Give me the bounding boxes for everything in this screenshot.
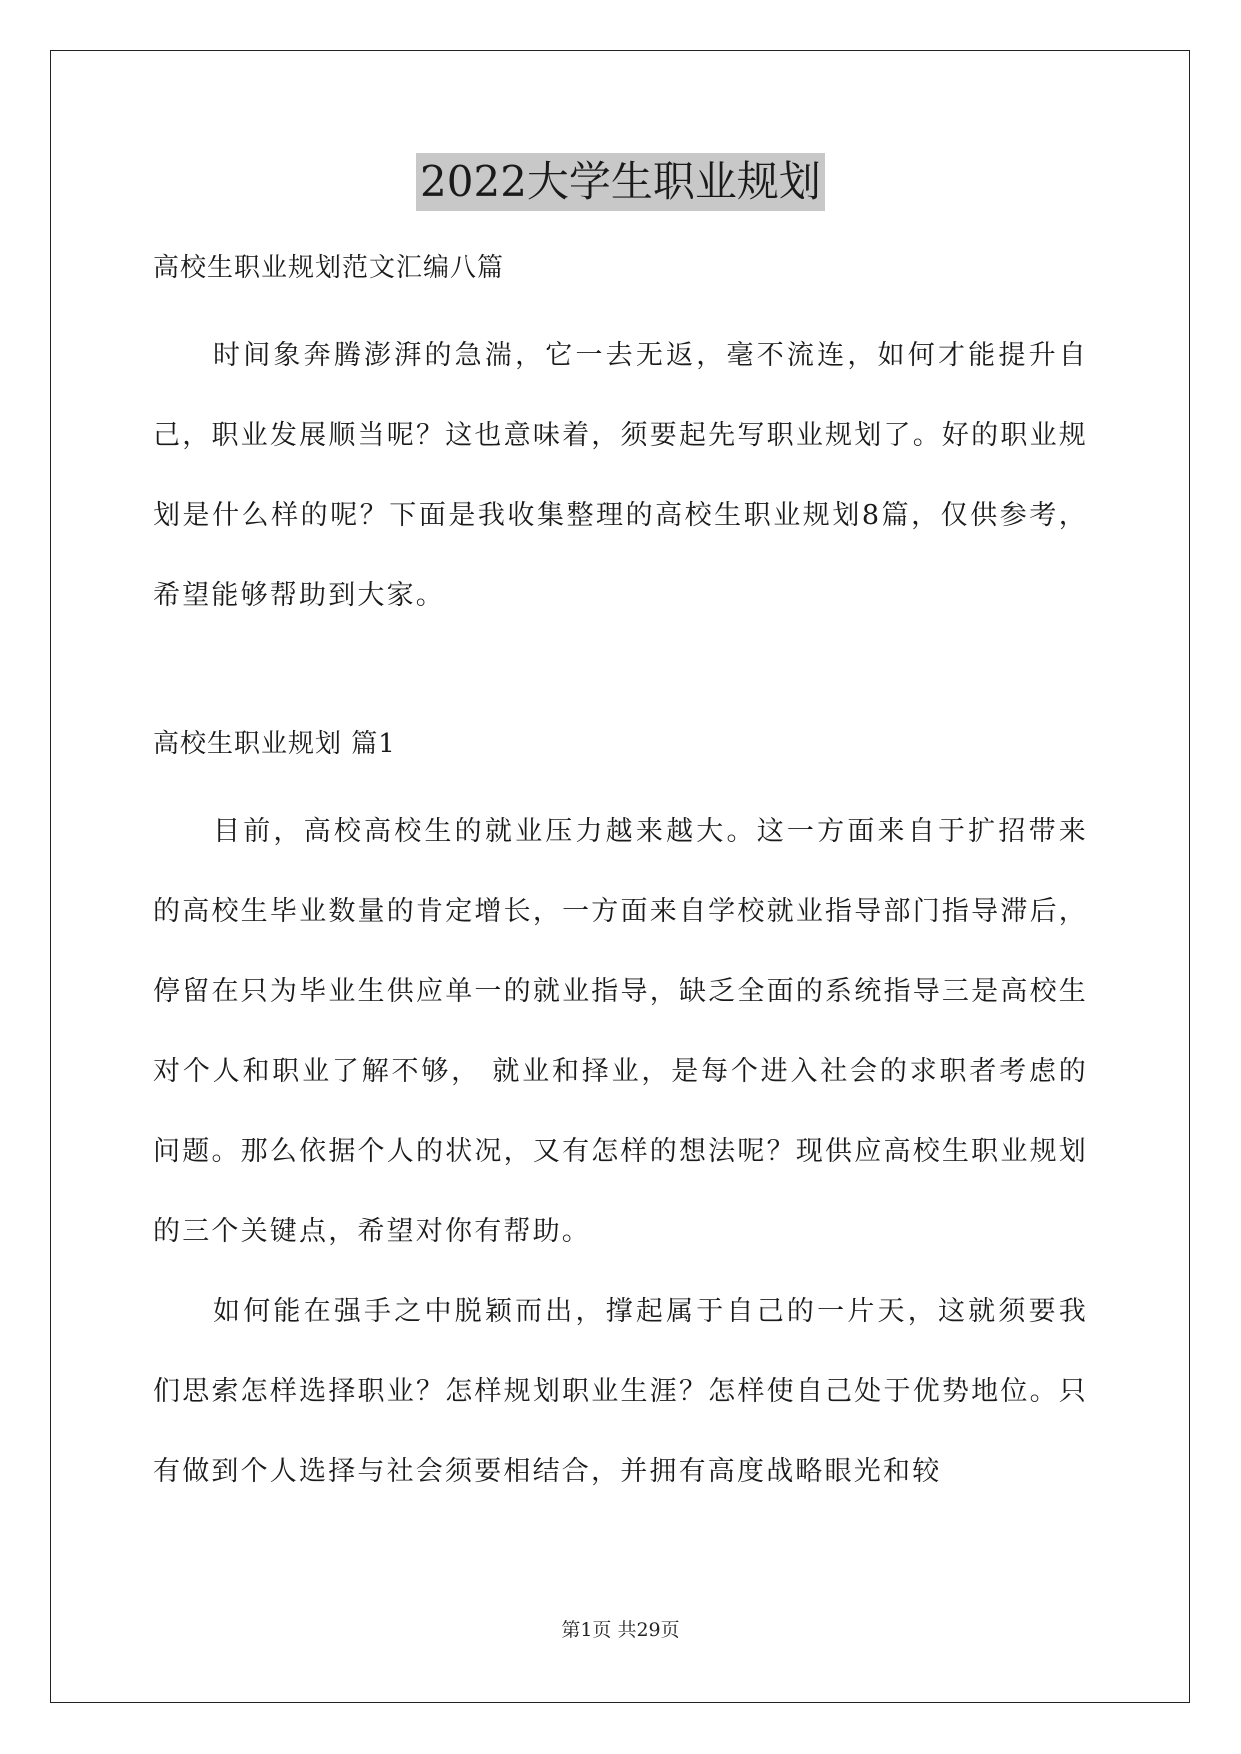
intro-paragraph: 时间象奔腾澎湃的急湍，它一去无返，毫不流连，如何才能提升自己，职业发展顺当呢？这也意味着，须要起先写职业规划了。好的职业规划是什么样的呢？下面是我收集整理的高校生职业规划8篇，仅供参考，希望能够帮助到大家。 — [153, 340, 1088, 611]
spacer — [153, 774, 1088, 792]
document-body — [153, 238, 1088, 1512]
document-title: 2022大学生职业规划 — [416, 153, 825, 211]
section-paragraph-1: 目前，高校高校生的就业压力越来越大。这一方面来自于扩招带来的高校生毕业数量的肯定增长，一方面来自学校就业指导部门指导滞后，停留在只为毕业生供应单一的就业指导，缺乏全面的系统指导三是高校生对个人和职业了解不够， 就业和择业，是每个进入社会的求职者考虑的问题。那么依据个人的状况，又有怎样的想法呢？现供应高校生职业规划的三个关键点，希望对你有帮助。 — [153, 816, 1088, 1247]
page-footer: 第1页 共29页 — [561, 1619, 680, 1641]
document-subtitle: 高校生职业规划范文汇编八篇 — [153, 253, 505, 283]
title-container — [0, 153, 1241, 211]
section-heading: 高校生职业规划 篇1 — [153, 729, 396, 759]
section-paragraph-2: 如何能在强手之中脱颖而出，撑起属于自己的一片天，这就须要我们思索怎样选择职业？怎样规划职业生涯？怎样使自己处于优势地位。只有做到个人选择与社会须要相结合，并拥有高度战略眼光和较 — [153, 1296, 1088, 1487]
spacer — [153, 636, 1088, 714]
spacer — [153, 298, 1088, 316]
